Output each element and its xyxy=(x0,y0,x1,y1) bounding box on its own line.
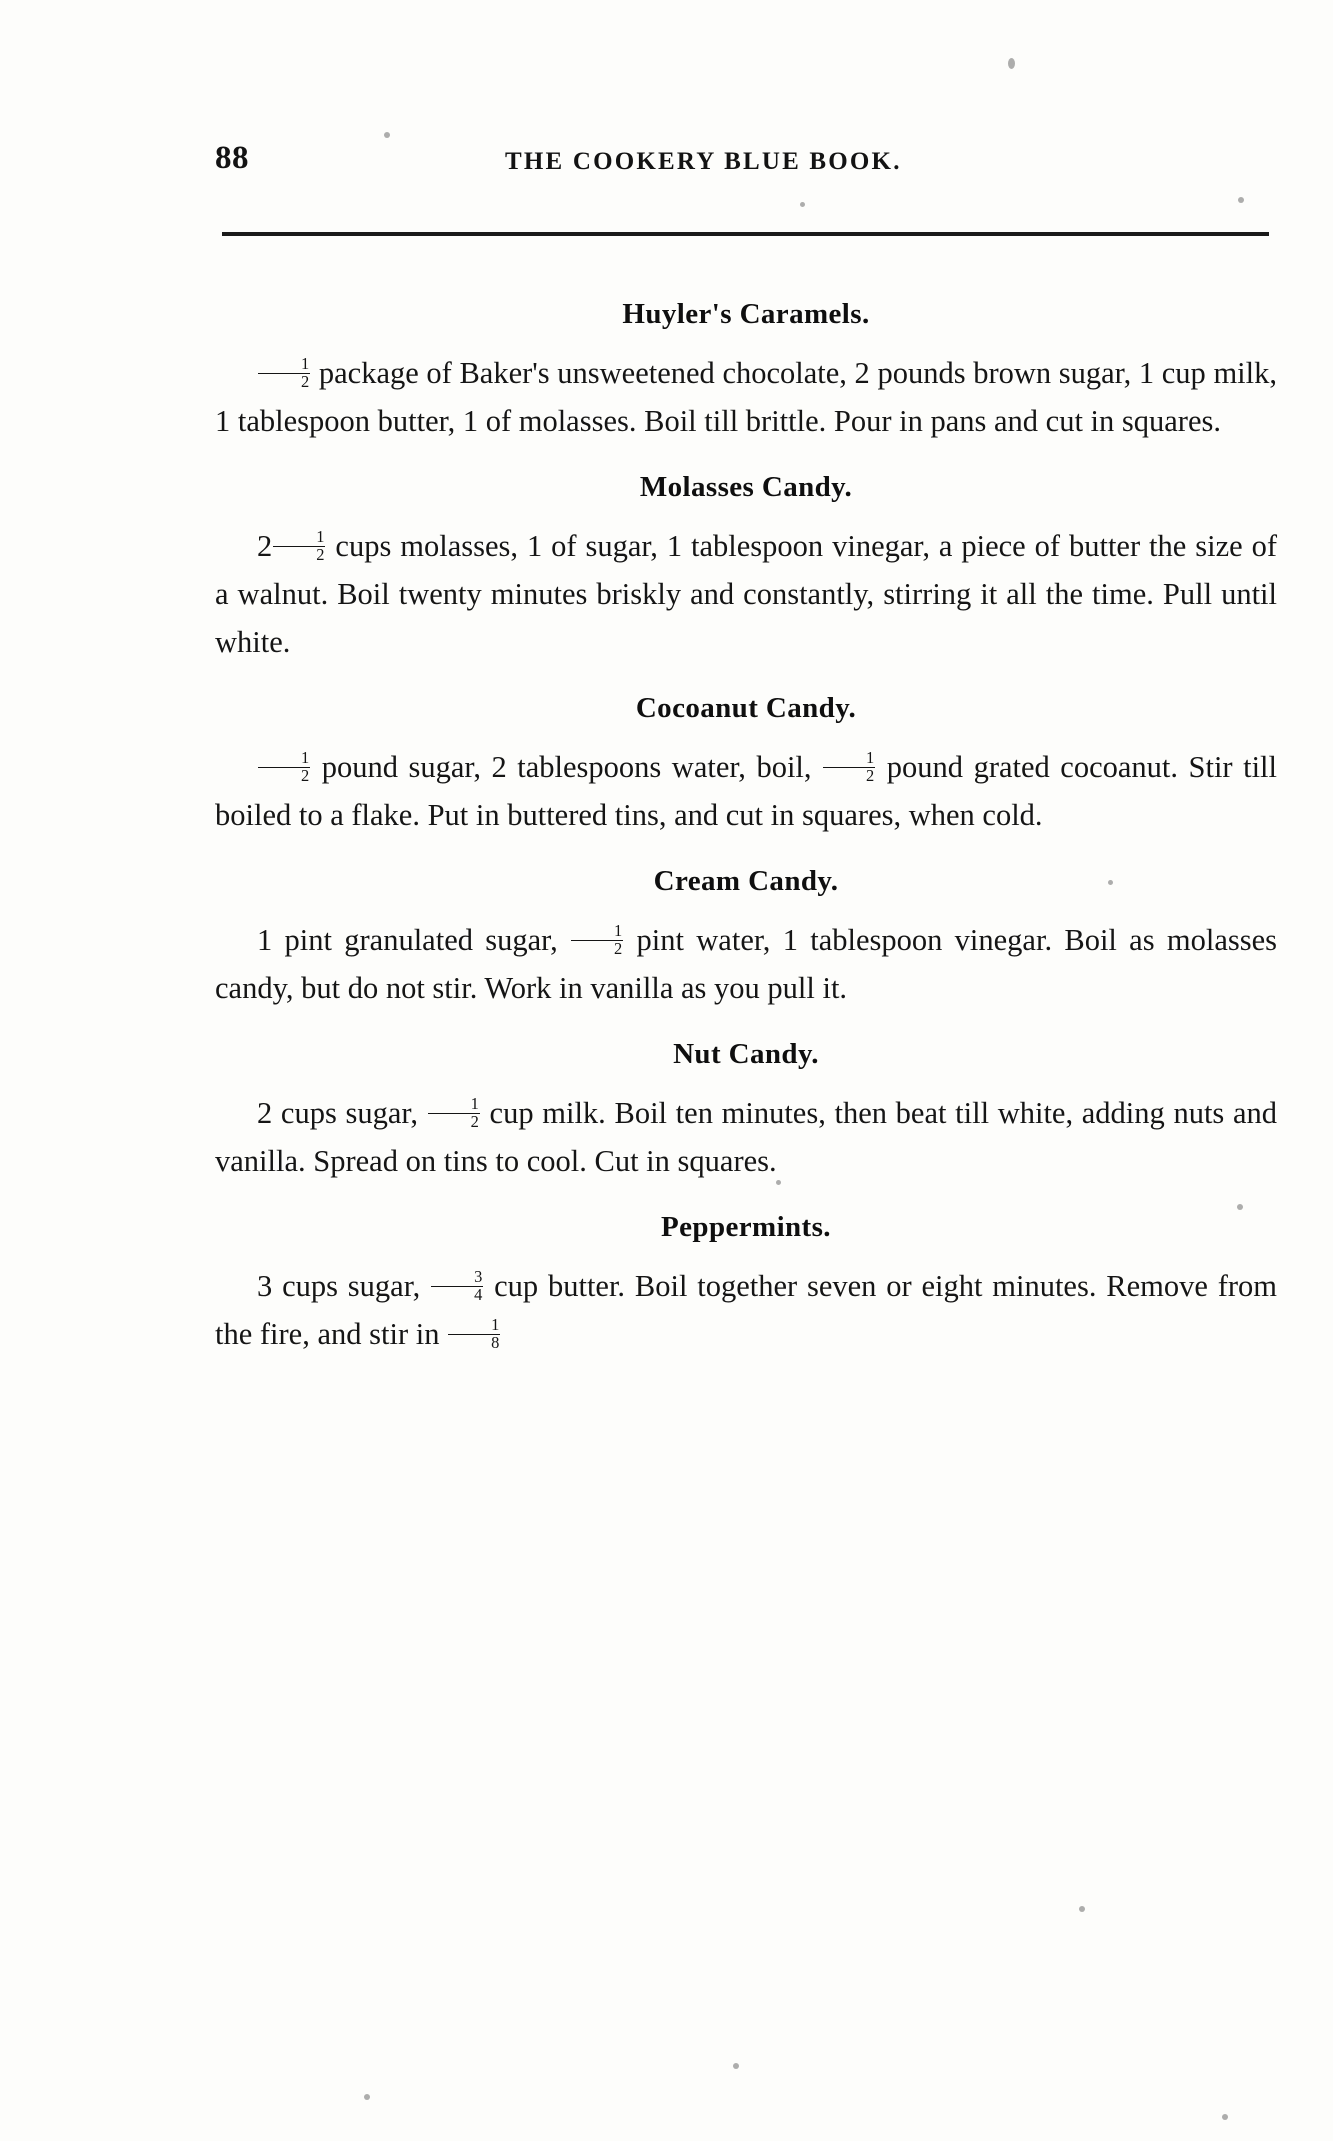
recipe-body: 2 cups sugar, $\frac{1}{2}$ cup milk. Boil ten minutes, then beat till white, adding nuts and vanilla. Spread on tins to cool. Cut in squares. xyxy=(215,1094,1277,1178)
recipe-body: 3 cups sugar, $\frac{3}{4}$ cup butter. Boil together seven or eight minutes. Remove from the fire, and stir in $\frac{1}{8}$ xyxy=(215,1267,1278,1352)
scan-speck xyxy=(364,2094,370,2100)
recipe-title: Molasses Candy. xyxy=(639,471,853,503)
recipe-title: Huyler's Caramels. xyxy=(622,298,870,330)
recipe-block xyxy=(215,865,1277,1012)
scan-speck xyxy=(1237,1204,1243,1210)
scan-speck xyxy=(384,132,390,138)
fraction: $\frac{1}{8}$ xyxy=(448,1317,500,1351)
recipe-block xyxy=(215,1211,1277,1358)
fraction: $\frac{1}{2}$ xyxy=(273,529,325,563)
page-number: 88 xyxy=(215,140,249,176)
fraction: $\frac{3}{4}$ xyxy=(431,1269,483,1303)
recipe-body: $\frac{1}{2}$ pound sugar, 2 tablespoons water, boil, $\frac{1}{2}$ pound grated cocoanut. Stir till boiled to a flake. Put in buttered tins, and cut in squares, when cold. xyxy=(215,748,1277,832)
scan-speck xyxy=(1222,2114,1228,2120)
recipe-body: 1 pint granulated sugar, $\frac{1}{2}$ pint water, 1 tablespoon vinegar. Boil as molasses candy, but do not stir. Work in vanilla as you pull it. xyxy=(215,921,1277,1005)
fraction: $\frac{1}{2}$ xyxy=(571,923,623,957)
recipe-title: Cocoanut Candy. xyxy=(635,692,857,724)
recipe-title: Cream Candy. xyxy=(653,865,839,897)
page-content xyxy=(215,272,1277,1366)
header-rule xyxy=(222,232,1269,236)
recipe-title: Peppermints. xyxy=(661,1211,831,1243)
scan-speck xyxy=(1008,58,1015,69)
scan-speck xyxy=(1238,197,1244,203)
scan-speck xyxy=(1079,1906,1085,1912)
fraction: $\frac{1}{2}$ xyxy=(428,1096,480,1130)
recipe-body: $\frac{1}{2}$ package of Baker's unsweetened chocolate, 2 pounds brown sugar, 1 cup milk, 1 tablespoon butter, 1 of molasses. Boil till brittle. Pour in pans and cut in squares. xyxy=(215,354,1277,438)
recipe-block xyxy=(215,298,1277,445)
recipe-block xyxy=(215,1038,1277,1185)
recipe-title: Nut Candy. xyxy=(673,1038,819,1070)
page-header xyxy=(215,140,1275,190)
recipe-body: 2 $\frac{1}{2}$ cups molasses, 1 of sugar, 1 tablespoon vinegar, a piece of butter the size of a walnut. Boil twenty minutes briskly and constantly, stirring it all the time. Pull until white. xyxy=(215,527,1277,659)
fraction: $\frac{1}{2}$ xyxy=(258,356,310,390)
scan-speck xyxy=(800,202,805,207)
fraction: $\frac{1}{2}$ xyxy=(823,750,875,784)
recipe-block xyxy=(215,471,1277,666)
recipe-block xyxy=(215,692,1277,839)
fraction: $\frac{1}{2}$ xyxy=(258,750,310,784)
scan-speck xyxy=(733,2063,739,2069)
running-head: THE COOKERY BLUE BOOK. xyxy=(505,148,902,175)
scan-speck xyxy=(1108,880,1113,885)
scan-speck xyxy=(776,1180,781,1185)
